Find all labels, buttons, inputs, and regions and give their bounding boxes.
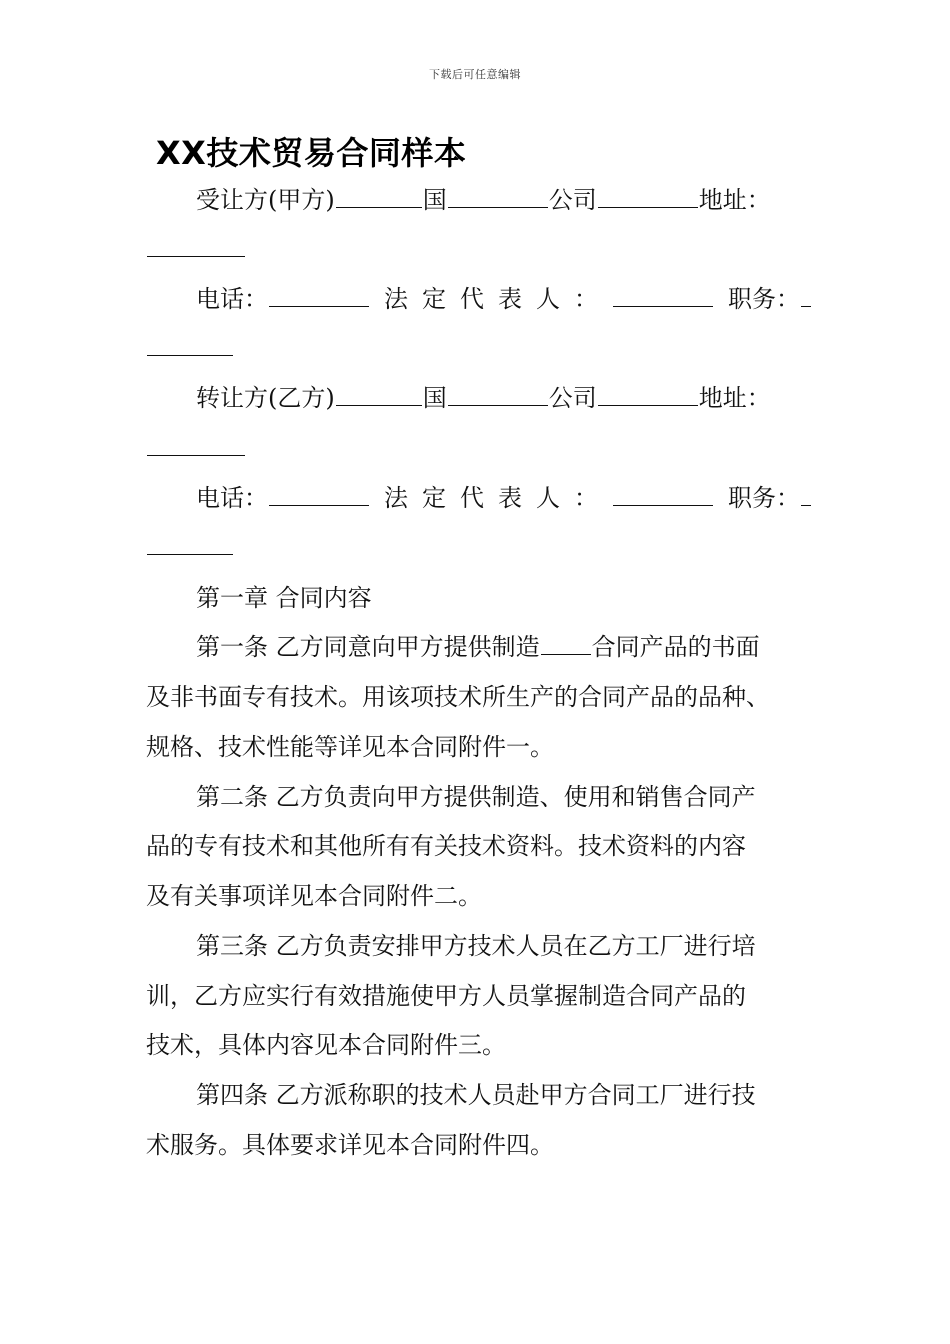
article-1-text-b: 合同产品的书面 xyxy=(591,633,760,661)
party-b-phone-blank xyxy=(269,483,369,506)
article-1-line-3: 规格、技术性能等详见本合同附件一。 xyxy=(146,733,554,761)
party-b-position-blank xyxy=(801,483,811,506)
article-1-line-1 xyxy=(196,631,811,663)
party-b-line xyxy=(196,382,811,414)
party-b-legal-rep-label: 法定代表人： xyxy=(384,484,612,512)
party-b-address-label: 地址： xyxy=(698,384,771,412)
article-2-line-2: 品的专有技术和其他所有有关技术资料。技术资料的内容 xyxy=(146,832,746,860)
article-2-line-3: 及有关事项详见本合同附件二。 xyxy=(146,882,482,910)
party-a-country-blank xyxy=(336,185,422,208)
party-b-legal-rep-blank xyxy=(613,483,713,506)
party-b-address-blank xyxy=(598,383,698,406)
party-b-phone-label: 电话： xyxy=(196,484,268,512)
party-a-company-blank xyxy=(448,185,548,208)
article-1-line-2: 及非书面专有技术。用该项技术所生产的合同产品的品种、 xyxy=(146,683,770,711)
party-a-company-label: 公司 xyxy=(548,186,597,214)
party-b-country-label: 国 xyxy=(422,384,447,412)
article-1-product-blank xyxy=(541,632,591,655)
party-a-position-fill xyxy=(147,333,233,356)
party-a-role: 受让方(甲方) xyxy=(196,186,335,214)
article-2-line-1: 第二条 乙方负责向甲方提供制造、使用和销售合同产 xyxy=(196,783,756,811)
party-a-address-blank xyxy=(598,185,698,208)
chapter-heading: 第一章 合同内容 xyxy=(196,584,372,612)
party-b-position-label: 职务： xyxy=(728,484,800,512)
party-b-company-label: 公司 xyxy=(548,384,597,412)
party-a-phone-blank xyxy=(269,284,369,307)
party-a-line xyxy=(196,184,811,216)
header-note: 下载后可任意编辑 xyxy=(429,68,521,81)
party-b-position-fill-line xyxy=(146,531,806,563)
article-4-line-2: 术服务。具体要求详见本合同附件四。 xyxy=(146,1131,554,1159)
party-b-address-fill xyxy=(147,433,245,456)
party-b-position-fill xyxy=(147,532,233,555)
party-a-country-label: 国 xyxy=(422,186,447,214)
article-3-line-2: 训，乙方应实行有效措施使甲方人员掌握制造合同产品的 xyxy=(146,982,746,1010)
party-a-position-blank xyxy=(801,284,811,307)
document-title: XX技术贸易合同样本 xyxy=(156,134,467,172)
article-1-text-a: 第一条 乙方同意向甲方提供制造 xyxy=(196,633,540,661)
article-3-line-1: 第三条 乙方负责安排甲方技术人员在乙方工厂进行培 xyxy=(196,932,756,960)
party-b-company-blank xyxy=(448,383,548,406)
party-b-contact-line xyxy=(196,482,811,514)
article-3-line-3: 技术，具体内容见本合同附件三。 xyxy=(146,1031,506,1059)
article-4-line-1: 第四条 乙方派称职的技术人员赴甲方合同工厂进行技 xyxy=(196,1081,756,1109)
party-b-role: 转让方(乙方) xyxy=(196,384,335,412)
party-a-legal-rep-blank xyxy=(613,284,713,307)
party-a-legal-rep-label: 法定代表人： xyxy=(384,285,612,313)
party-a-position-label: 职务： xyxy=(728,285,800,313)
party-a-address-label: 地址： xyxy=(698,186,771,214)
party-a-phone-label: 电话： xyxy=(196,285,268,313)
party-a-address-fill-line xyxy=(146,233,806,265)
party-a-position-fill-line xyxy=(146,332,806,364)
party-a-contact-line xyxy=(196,283,811,315)
party-b-country-blank xyxy=(336,383,422,406)
party-b-address-fill-line xyxy=(146,432,806,464)
party-a-address-fill xyxy=(147,234,245,257)
